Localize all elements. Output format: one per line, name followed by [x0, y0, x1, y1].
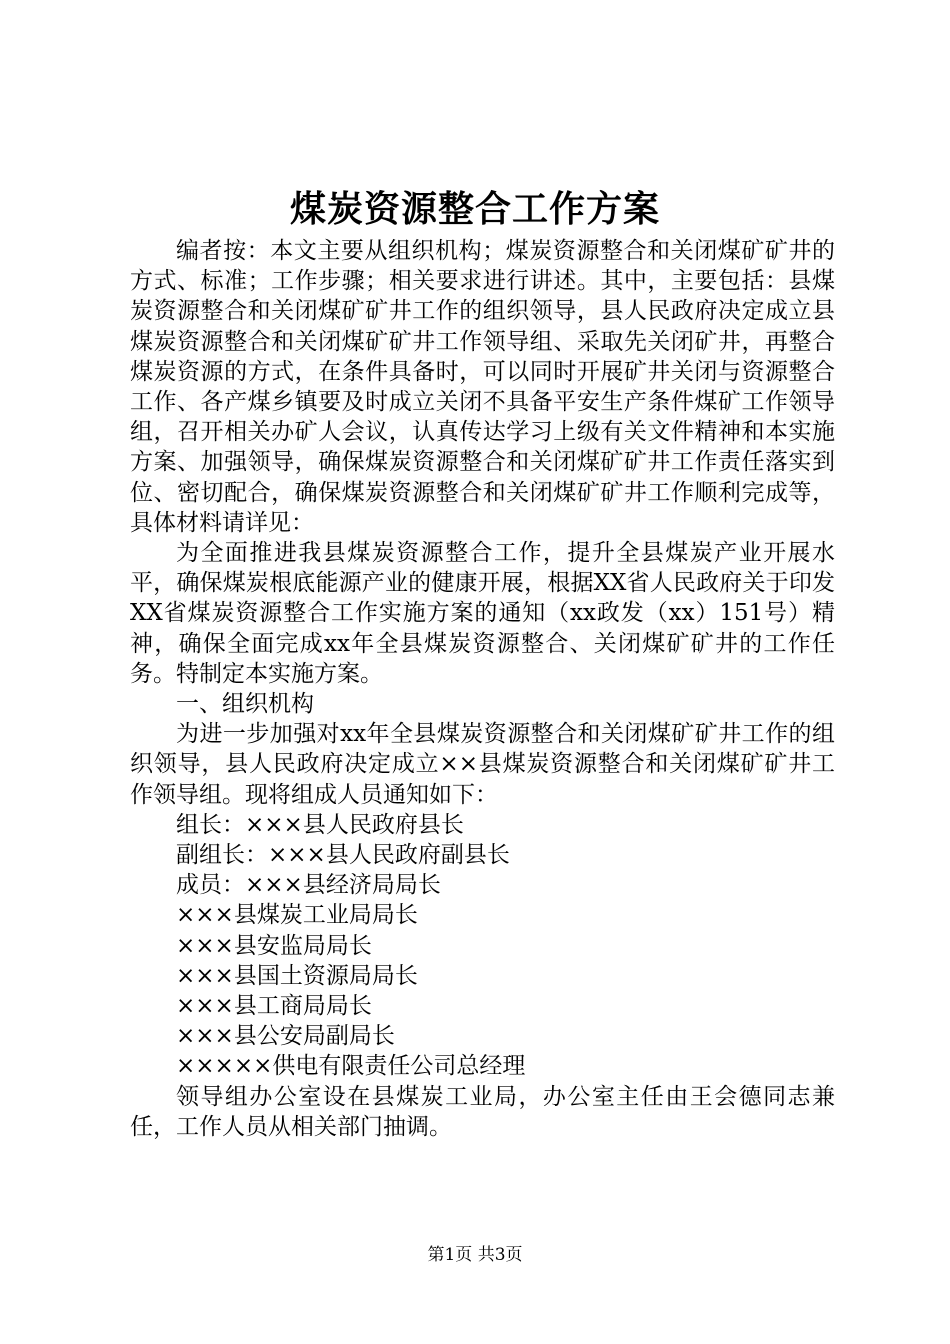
office-paragraph: 领导组办公室设在县煤炭工业局，办公室主任由王会德同志兼任，工作人员从相关部门抽调。 — [130, 1083, 835, 1140]
member-line-leader: 组长：×××县人民政府县长 — [176, 811, 464, 838]
member-line-commerce-bureau: ×××县工商局局长 — [176, 993, 372, 1020]
member-line-members: 成员：×××县经济局局长 — [176, 872, 441, 899]
member-line-land-bureau: ×××县国土资源局局长 — [176, 962, 418, 989]
member-line-power-company: ×××××供电有限责任公司总经理 — [176, 1053, 526, 1080]
member-line-police-bureau: ×××县公安局副局长 — [176, 1023, 395, 1050]
section-heading-organization: 一、组织机构 — [176, 691, 314, 718]
member-line-safety-bureau: ×××县安监局局长 — [176, 932, 372, 959]
page-number: 第1页 共3页 — [427, 1245, 523, 1265]
intro-paragraph: 为全面推进我县煤炭资源整合工作，提升全县煤炭产业开展水平，确保煤炭根底能源产业的健康开展，根据XX省人民政府关于印发XX省煤炭资源整合工作实施方案的通知（xx政发（xx）151号）精神，确保全面完成xx年全县煤炭资源整合、关闭煤矿矿井的工作任务。特制定本实施方案。 — [130, 540, 835, 687]
document-title: 煤炭资源整合工作方案 — [289, 188, 660, 230]
document-body — [130, 236, 835, 1142]
organization-paragraph: 为进一步加强对xx年全县煤炭资源整合和关闭煤矿矿井工作的组织领导，县人民政府决定成立××县煤炭资源整合和关闭煤矿矿井工作领导组。现将组成人员通知如下： — [130, 721, 835, 808]
member-line-coal-bureau: ×××县煤炭工业局局长 — [176, 902, 418, 929]
member-line-deputy-leader: 副组长：×××县人民政府副县长 — [176, 842, 510, 869]
editor-note-paragraph: 编者按：本文主要从组织机构；煤炭资源整合和关闭煤矿矿井的方式、标准；工作步骤；相关要求进行讲述。其中，主要包括：县煤炭资源整合和关闭煤矿矿井工作的组织领导，县人民政府决定成立县煤炭资源整合和关闭煤矿矿井工作领导组、采取先关闭矿井，再整合煤炭资源的方式，在条件具备时，可以同时开展矿井关闭与资源整合工作、各产煤乡镇要及时成立关闭不具备平安生产条件煤矿工作领导组，召开相关办矿人会议，认真传达学习上级有关文件精神和本实施方案、加强领导，确保煤炭资源整合和关闭煤矿矿井工作责任落实到位、密切配合，确保煤炭资源整合和关闭煤矿矿井工作顺利完成等，具体材料请详见： — [130, 238, 835, 536]
